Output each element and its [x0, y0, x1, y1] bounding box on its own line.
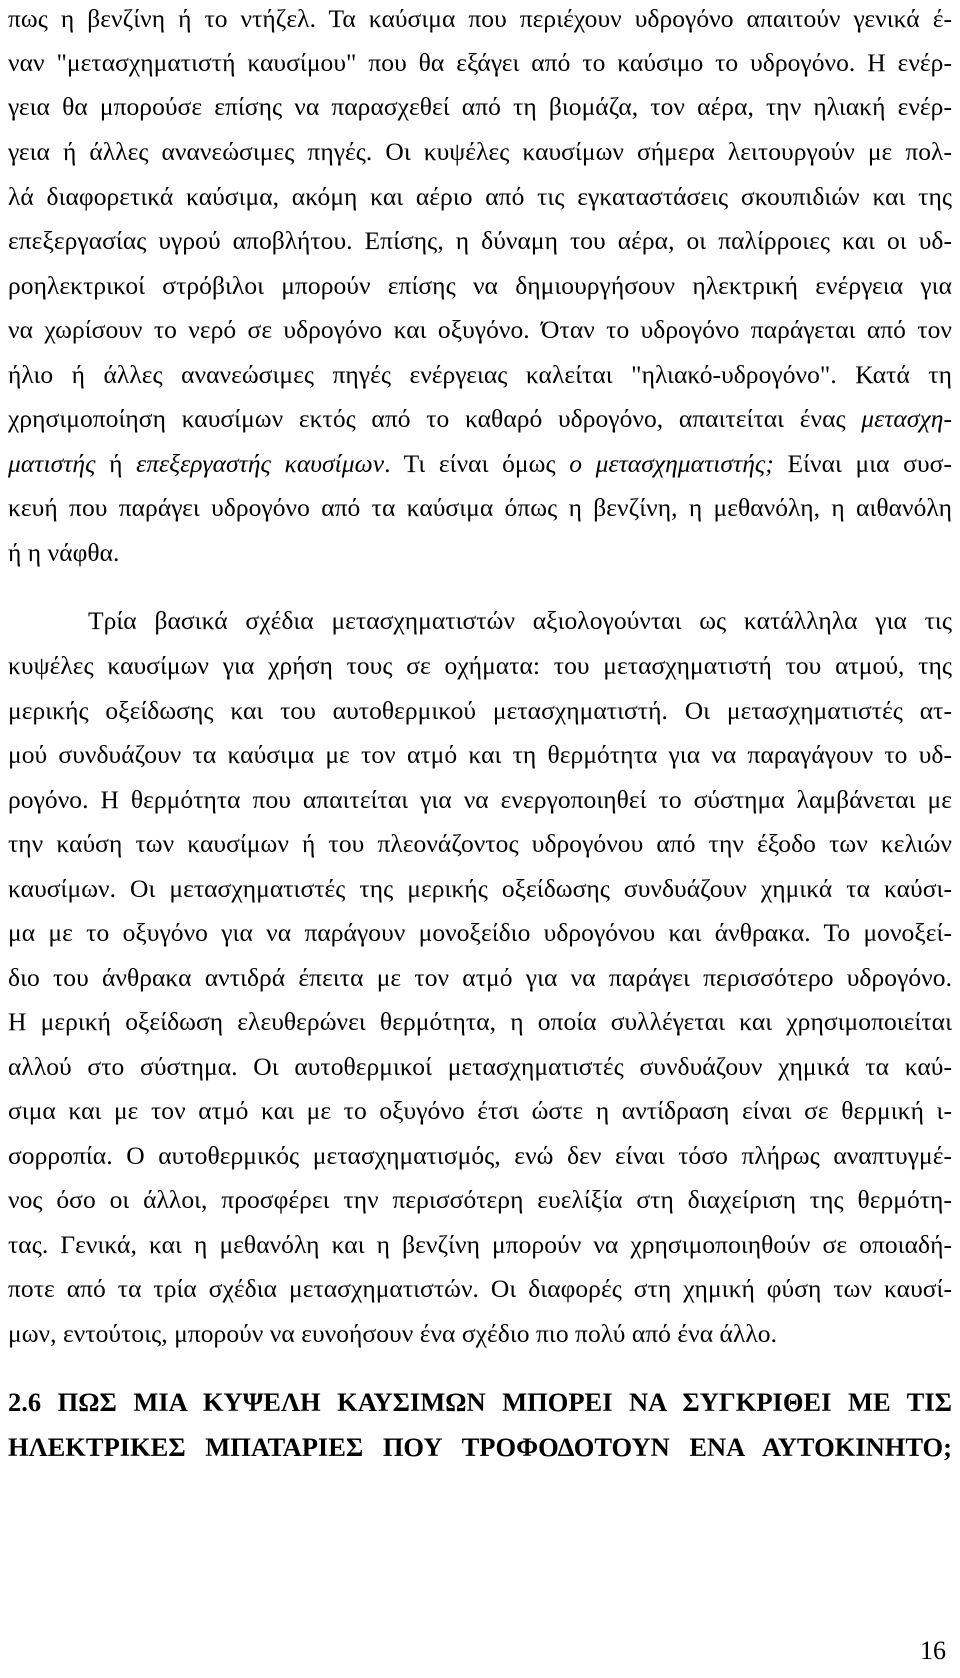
italic-term: ματιστής [8, 449, 96, 478]
paragraph-line: την καύση των καυσίμων ή του πλεονάζοντος υδρογόνου από την έξοδο των κελιών [8, 829, 952, 858]
paragraph-line: πως η βενζίνη ή το ντήζελ. Τα καύσιμα που περιέχουν υδρογόνο απαιτούν γενικά έ- [8, 4, 952, 33]
paragraph-line: ρογόνο. Η θερμότητα που απαιτείται για να ενεργοποιηθεί το σύστημα λαμβάνεται με [8, 785, 952, 814]
paragraph-line: γεια ή άλλες ανανεώσιμες πηγές. Οι κυψέλες καυσίμων σήμερα λειτουργούν με πολ- [8, 137, 952, 166]
plain-text: . Τι είναι όμως [384, 449, 570, 478]
paragraph-line: σορροπία. Ο αυτοθερμικός μετασχηματισμός, ενώ δεν είναι τόσο πλήρως αναπτυγμέ- [8, 1141, 952, 1170]
paragraph-line: Η μερική οξείδωση ελευθερώνει θερμότητα, η οποία συλλέγεται και χρησιμοποιείται [8, 1007, 952, 1036]
paragraph-line: γεια θα μπορούσε επίσης να παρασχεθεί από τη βιομάζα, τον αέρα, την ηλιακή ενέρ- [8, 92, 952, 121]
paragraph-line: ναν "μετασχηματιστή καυσίμου" που θα εξάγει από το καύσιμο το υδρογόνο. Η ενέρ- [8, 48, 952, 77]
section-heading-line: 2.6 ΠΩΣ ΜΙΑ ΚΥΨΕΛΗ ΚΑΥΣΙΜΩΝ ΜΠΟΡΕΙ ΝΑ ΣΥΓΚΡΙΘΕΙ ΜΕ ΤΙΣ [8, 1387, 952, 1417]
paragraph-line: κυψέλες καυσίμων για χρήση τους σε οχήματα: του μετασχηματιστή του ατμού, της [8, 651, 952, 680]
paragraph-line: μα με το οξυγόνο για να παράγουν μονοξείδιο υδρογόνου και άνθρακα. Το μονοξεί- [8, 918, 952, 947]
paragraph-line: κευή που παράγει υδρογόνο από τα καύσιμα όπως η βενζίνη, η μεθανόλη, η αιθανόλη [8, 493, 952, 522]
plain-text: χρησιμοποίηση καυσίμων εκτός από το καθαρό υδρογόνο, απαιτείται ένας [8, 404, 862, 433]
paragraph-first-line: Τρία βασικά σχέδια μετασχηματιστών αξιολογούνται ως κατάλληλα για τις [88, 606, 952, 635]
paragraph-last-line: ή η νάφθα. [8, 538, 120, 567]
section-heading-line: ΗΛΕΚΤΡΙΚΕΣ ΜΠΑΤΑΡΙΕΣ ΠΟΥ ΤΡΟΦΟΔΟΤΟΥΝ ΕΝΑ ΑΥΤΟΚΙΝΗΤΟ; [8, 1432, 952, 1462]
paragraph-line: ποτε από τα τρία σχέδια μετασχηματιστών. Οι διαφορές στη χημική φύση των καυσί- [8, 1274, 952, 1303]
page-number: 16 [920, 1636, 946, 1665]
paragraph-line: να χωρίσουν το νερό σε υδρογόνο και οξυγόνο. Όταν το υδρογόνο παράγεται από τον [8, 315, 952, 344]
plain-text: ή [95, 449, 137, 478]
paragraph-line: επεξεργασίας υγρού αποβλήτου. Επίσης, η δύναμη του αέρα, οι παλίρροιες και οι υδ- [8, 226, 952, 255]
paragraph-line: νος όσο οι άλλοι, προσφέρει την περισσότερη ευελίξία στη διαχείριση της θερμότη- [8, 1185, 952, 1214]
paragraph-line: διο του άνθρακα αντιδρά έπειτα με τον ατμό για να παράγει περισσότερο υδρογόνο. [8, 963, 952, 992]
paragraph-line-with-italic [8, 400, 952, 438]
paragraph-last-line: μων, εντούτοις, μπορούν να ευνοήσουν ένα σχέδιο πιο πολύ από ένα άλλο. [8, 1319, 778, 1348]
paragraph-line-with-italic [8, 445, 952, 483]
paragraph-line: λά διαφορετικά καύσιμα, ακόμη και αέριο από τις εγκαταστάσεις σκουπιδιών και της [8, 182, 952, 211]
paragraph-line: ροηλεκτρικοί στρόβιλοι μπορούν επίσης να δημιουργήσουν ηλεκτρική ενέργεια για [8, 271, 952, 300]
paragraph-line: μερικής οξείδωσης και του αυτοθερμικού μετασχηματιστή. Οι μετασχηματιστές ατ- [8, 696, 952, 725]
italic-term: ο μετασχηματιστής; [569, 449, 774, 478]
paragraph-line: καυσίμων. Οι μετασχηματιστές της μερικής οξείδωσης συνδυάζουν χημικά τα καύσι- [8, 874, 952, 903]
paragraph-line: σιμα και με τον ατμό και με το οξυγόνο έτσι ώστε η αντίδραση είναι σε θερμική ι- [8, 1096, 952, 1125]
paragraph-line: ήλιο ή άλλες ανανεώσιμες πηγές ενέργειας καλείται "ηλιακό-υδρογόνο". Κατά τη [8, 360, 952, 389]
plain-text: Είναι μια συσ- [773, 449, 952, 478]
italic-term: επεξεργαστής καυσίμων [136, 449, 385, 478]
paragraph-line: μού συνδυάζουν τα καύσιμα με τον ατμό και τη θερμότητα για να παραγάγουν το υδ- [8, 740, 952, 769]
italic-term: μετασχη- [861, 404, 952, 433]
paragraph-line: αλλού στο σύστημα. Οι αυτοθερμικοί μετασχηματιστές συνδυάζουν χημικά τα καύ- [8, 1052, 952, 1081]
paragraph-line: τας. Γενικά, και η μεθανόλη και η βενζίνη μπορούν να χρησιμοποιηθούν σε οποιαδή- [8, 1230, 952, 1259]
